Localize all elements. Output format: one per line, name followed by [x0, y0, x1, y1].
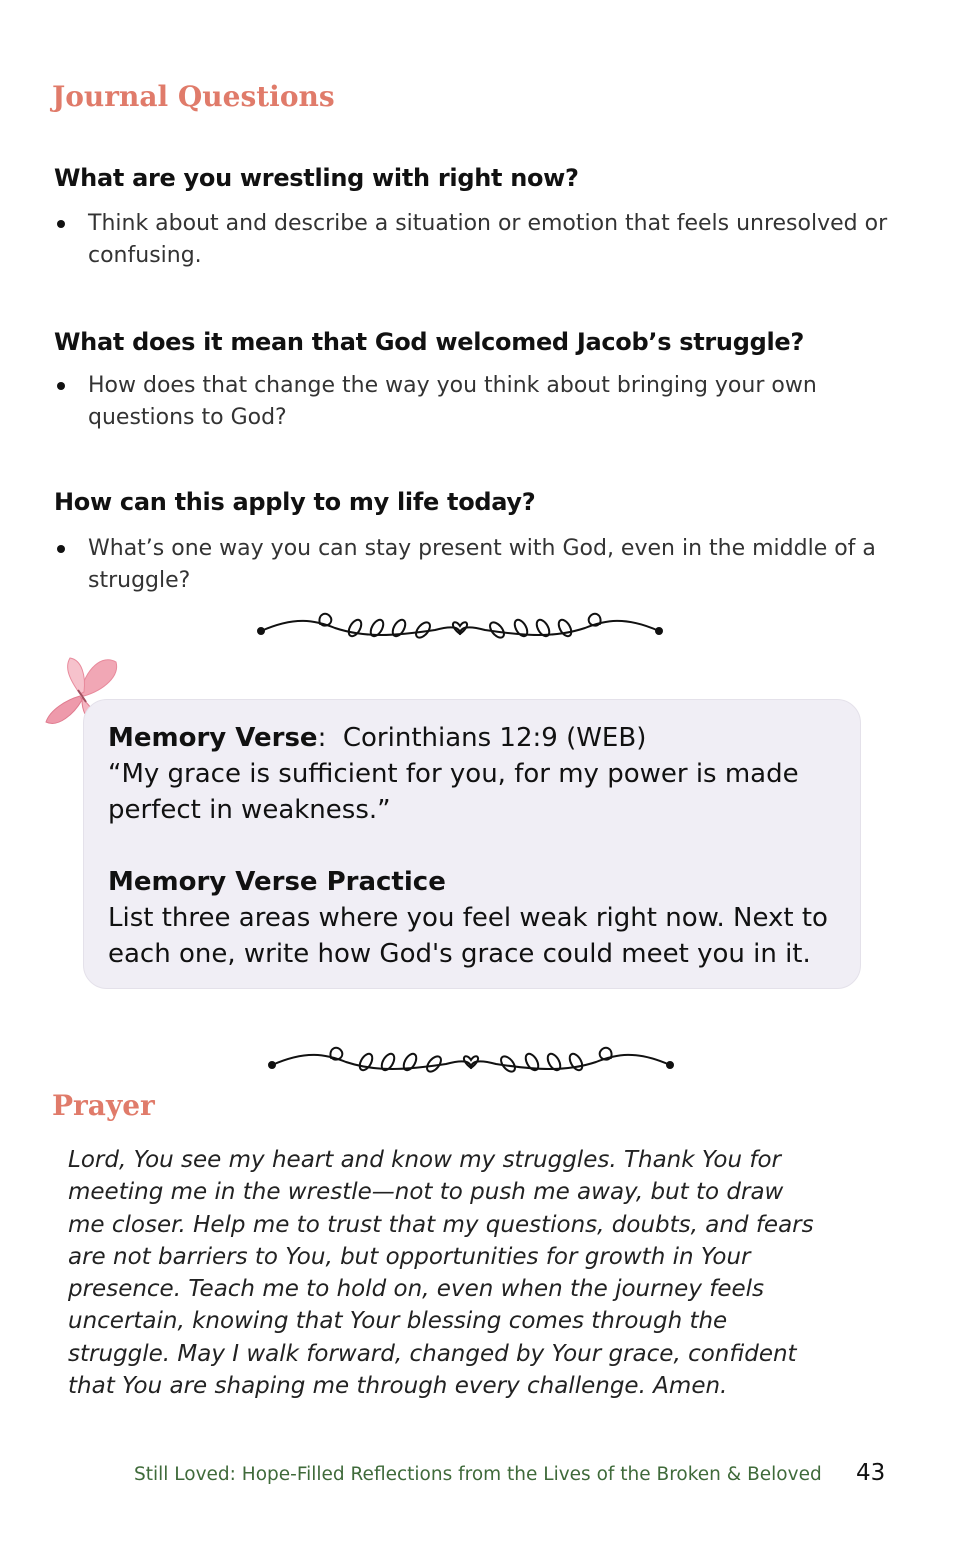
memory-verse-heading-line: Memory Verse: Corinthians 12:9 (WEB)	[108, 723, 647, 753]
question-1-bullet-text: Think about and describe a situation or emotion that feels unresolved or confusing.	[88, 211, 888, 268]
memory-verse-text-line-1: “My grace is sufficient for you, for my power is made	[108, 759, 799, 789]
memory-verse-card	[83, 699, 861, 989]
prayer-line: me closer. Help me to trust that my questions, doubts, and fears	[68, 1211, 814, 1238]
bullet-dot-icon	[57, 545, 65, 553]
question-2-heading: What does it mean that God welcomed Jacob’s struggle?	[54, 328, 805, 356]
prayer-line: are not barriers to You, but opportunities for growth in Your	[68, 1243, 751, 1270]
footer-book-title: Still Loved: Hope-Filled Reflections from the Lives of the Broken & Beloved	[134, 1464, 822, 1485]
memory-verse-practice-line-1: List three areas where you feel weak right now. Next to	[108, 903, 828, 933]
question-1-heading: What are you wrestling with right now?	[54, 164, 579, 192]
prayer-line: Lord, You see my heart and know my struggles. Thank You for	[68, 1147, 781, 1173]
question-1-bullet	[54, 208, 894, 272]
journal-questions-title: Journal Questions	[52, 80, 335, 113]
page-number: 43	[856, 1460, 886, 1486]
prayer-body	[68, 1144, 868, 1402]
question-3-heading: How can this apply to my life today?	[54, 488, 536, 516]
memory-verse-label: Memory Verse	[108, 723, 318, 753]
prayer-line: meeting me in the wrestle—not to push me away, but to draw	[68, 1179, 784, 1206]
memory-verse-practice-line-2: each one, write how God's grace could meet you in it.	[108, 939, 811, 969]
question-2-bullet	[54, 370, 894, 434]
prayer-line: that You are shaping me through every challenge. Amen.	[68, 1373, 728, 1400]
question-2-bullet-text: How does that change the way you think about bringing your own questions to God?	[88, 373, 817, 430]
floral-vine-divider-icon	[258, 1040, 684, 1084]
question-3-bullet-text: What’s one way you can stay present with God, even in the middle of a struggle?	[88, 536, 876, 593]
question-3-bullet	[54, 533, 894, 597]
bullet-dot-icon	[57, 220, 65, 228]
memory-verse-practice-title: Memory Verse Practice	[108, 867, 446, 897]
prayer-line: uncertain, knowing that Your blessing comes through the	[68, 1308, 728, 1335]
bullet-dot-icon	[57, 382, 65, 390]
memory-verse-reference: Corinthians 12:9 (WEB)	[342, 723, 647, 753]
prayer-title: Prayer	[52, 1089, 155, 1122]
floral-vine-divider-icon	[255, 606, 665, 650]
prayer-line: struggle. May I walk forward, changed by Your grace, confident	[68, 1340, 797, 1367]
memory-verse-text-line-2: perfect in weakness.”	[108, 795, 391, 825]
prayer-line: presence. Teach me to hold on, even when the journey feels	[68, 1276, 765, 1303]
